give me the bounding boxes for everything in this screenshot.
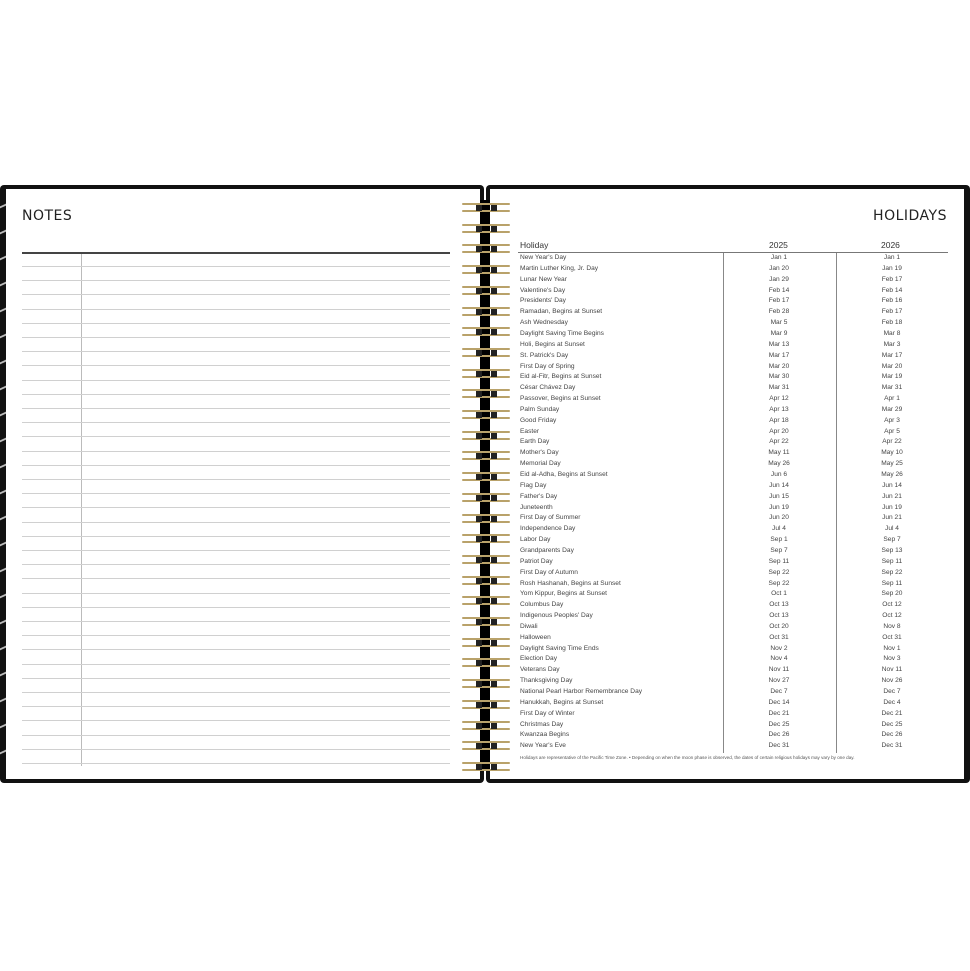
- holiday-date-2025: May 26: [768, 460, 790, 468]
- holiday-date-2026: Mar 3: [883, 340, 901, 348]
- holiday-date-2026: Nov 3: [883, 655, 901, 663]
- holiday-row: [518, 698, 948, 709]
- holiday-date-2025: Sep 22: [768, 579, 790, 587]
- holiday-date-2025: Jun 20: [769, 514, 789, 522]
- holiday-date-2026: Dec 31: [881, 742, 903, 750]
- holiday-name: Grandparents Day: [520, 546, 574, 554]
- holiday-date-2025: Dec 14: [768, 698, 790, 706]
- holiday-name: Daylight Saving Time Ends: [520, 644, 599, 652]
- holiday-date-2026: Sep 11: [881, 579, 903, 587]
- holiday-date-2026: Sep 20: [881, 590, 903, 598]
- spiral-ring: [462, 679, 510, 688]
- notes-rule-line: [22, 522, 450, 523]
- holiday-date-2025: Oct 13: [769, 601, 789, 609]
- holiday-row: [518, 600, 948, 611]
- holiday-date-2025: Mar 31: [768, 384, 790, 392]
- holiday-row: [518, 286, 948, 297]
- holiday-date-2025: Jul 4: [772, 525, 786, 533]
- holiday-name: Kwanzaa Begins: [520, 731, 570, 739]
- holiday-name: Hanukkah, Begins at Sunset: [520, 698, 604, 706]
- holiday-row: [518, 459, 948, 470]
- holiday-name: Halloween: [520, 633, 551, 641]
- holiday-date-2026: Nov 11: [881, 666, 903, 674]
- notes-title: NOTES: [22, 208, 73, 224]
- notes-rule-line: [22, 578, 450, 579]
- holiday-date-2026: Mar 20: [881, 362, 903, 370]
- holiday-row: [518, 568, 948, 579]
- holiday-name: Election Day: [520, 655, 558, 663]
- holiday-date-2025: Apr 20: [769, 427, 789, 435]
- holiday-row: [518, 622, 948, 633]
- notes-rule-line: [22, 337, 450, 338]
- holiday-row: [518, 687, 948, 698]
- holiday-date-2026: Sep 22: [881, 568, 903, 576]
- holiday-row: [518, 492, 948, 503]
- notes-rule-line: [22, 763, 450, 764]
- notes-rule-line: [22, 422, 450, 423]
- holiday-name: Daylight Saving Time Begins: [520, 329, 604, 337]
- spiral-ring: [462, 472, 510, 481]
- holiday-row: [518, 676, 948, 687]
- holiday-date-2026: Oct 12: [882, 601, 902, 609]
- holiday-date-2026: Dec 26: [881, 731, 903, 739]
- holiday-name: National Pearl Harbor Remembrance Day: [520, 688, 643, 695]
- spiral-ring: [462, 451, 510, 460]
- spiral-ring: [462, 596, 510, 605]
- holiday-date-2026: Nov 1: [883, 644, 901, 652]
- holiday-row: [518, 427, 948, 438]
- holiday-row: [518, 633, 948, 644]
- holiday-date-2026: Jun 21: [882, 492, 902, 500]
- holiday-row: [518, 589, 948, 600]
- holiday-date-2025: Nov 2: [770, 644, 788, 652]
- holiday-name: Eid al-Fitr, Begins at Sunset: [520, 373, 602, 381]
- notes-rule-line: [22, 323, 450, 324]
- column-header-2026: 2026: [881, 240, 900, 250]
- holiday-name: First Day of Winter: [520, 709, 575, 717]
- holiday-name: Labor Day: [520, 536, 551, 544]
- spiral-ring: [462, 700, 510, 709]
- holiday-date-2026: Sep 11: [881, 557, 903, 565]
- notes-header-rule: [22, 252, 450, 254]
- holiday-date-2026: Jan 1: [883, 254, 901, 261]
- notes-rule-line: [22, 294, 450, 295]
- holiday-date-2026: Oct 31: [882, 633, 902, 641]
- holidays-footnote: Holidays are representative of the Pacific Time Zone. • Depending on when the moon phase is observed, the dates of certain religious holidays may vary by one day.: [520, 755, 855, 760]
- spiral-ring: [462, 762, 510, 771]
- holiday-name: New Year's Day: [520, 254, 567, 261]
- notes-rule-line: [22, 607, 450, 608]
- spiral-ring: [462, 576, 510, 585]
- spiral-ring: [462, 721, 510, 730]
- holiday-date-2026: Apr 5: [884, 427, 900, 435]
- holiday-row: [518, 372, 948, 383]
- holiday-date-2026: Feb 18: [881, 319, 903, 327]
- holiday-row: [518, 307, 948, 318]
- holiday-name: Ramadan, Begins at Sunset: [520, 308, 603, 316]
- holiday-date-2025: Jun 19: [769, 503, 789, 511]
- holiday-date-2026: Feb 14: [881, 286, 903, 294]
- holiday-date-2026: Oct 12: [882, 612, 902, 620]
- holiday-date-2026: Mar 17: [881, 351, 903, 359]
- holiday-date-2025: Dec 31: [768, 742, 790, 750]
- spiral-ring: [462, 203, 510, 212]
- holiday-date-2025: Sep 11: [768, 557, 790, 565]
- holiday-date-2026: Jun 21: [882, 514, 902, 522]
- holidays-title: HOLIDAYS: [873, 208, 947, 224]
- holiday-name: Thanksgiving Day: [520, 677, 573, 685]
- spiral-ring: [462, 493, 510, 502]
- holiday-date-2025: Mar 5: [770, 319, 788, 327]
- spiral-ring: [462, 224, 510, 233]
- holiday-name: Earth Day: [520, 438, 550, 446]
- holiday-date-2025: Feb 14: [768, 286, 790, 294]
- holiday-date-2026: Sep 13: [881, 546, 903, 554]
- holiday-date-2026: Dec 7: [883, 688, 901, 695]
- holiday-date-2026: Jun 19: [882, 503, 902, 511]
- holiday-date-2026: Apr 3: [884, 416, 900, 424]
- holiday-row: [518, 296, 948, 307]
- holiday-row: [518, 470, 948, 481]
- holiday-date-2026: Feb 17: [881, 308, 903, 316]
- notes-rule-line: [22, 564, 450, 565]
- holiday-row: [518, 275, 948, 286]
- holiday-date-2025: Mar 9: [770, 329, 788, 337]
- notes-rule-line: [22, 507, 450, 508]
- holiday-date-2026: Mar 19: [881, 373, 903, 381]
- holiday-date-2026: Feb 17: [881, 275, 903, 283]
- holiday-date-2025: Dec 25: [768, 720, 790, 728]
- holiday-name: Martin Luther King, Jr. Day: [520, 264, 599, 272]
- holiday-row: [518, 611, 948, 622]
- holiday-name: Patriot Day: [520, 557, 553, 565]
- spiral-ring: [462, 658, 510, 667]
- holiday-row: [518, 709, 948, 720]
- holiday-date-2025: Mar 30: [768, 373, 790, 381]
- holiday-row: [518, 665, 948, 676]
- holiday-name: Rosh Hashanah, Begins at Sunset: [520, 579, 621, 587]
- spiral-ring: [462, 348, 510, 357]
- holiday-name: Flag Day: [520, 481, 547, 489]
- holiday-row: [518, 557, 948, 568]
- holiday-date-2025: Oct 31: [769, 633, 789, 641]
- notes-rule-line: [22, 266, 450, 267]
- holiday-row: [518, 329, 948, 340]
- holiday-date-2025: Jun 14: [769, 481, 789, 489]
- holiday-row: [518, 644, 948, 655]
- holiday-date-2026: Feb 16: [881, 297, 903, 305]
- holiday-date-2026: Sep 7: [883, 536, 901, 544]
- holiday-row: [518, 524, 948, 535]
- holiday-date-2026: Mar 8: [883, 329, 901, 337]
- holiday-row: [518, 535, 948, 546]
- holiday-name: Columbus Day: [520, 601, 564, 609]
- holiday-date-2026: Nov 8: [883, 622, 901, 630]
- notes-rule-line: [22, 479, 450, 480]
- holiday-date-2025: Oct 13: [769, 612, 789, 620]
- spiral-ring: [462, 307, 510, 316]
- holiday-row: [518, 318, 948, 329]
- column-header-2025: 2025: [769, 240, 788, 250]
- holiday-date-2026: Jun 14: [882, 481, 902, 489]
- holiday-row: [518, 340, 948, 351]
- holiday-name: Easter: [520, 427, 540, 435]
- holiday-date-2025: Apr 22: [769, 438, 789, 446]
- holiday-row: [518, 416, 948, 427]
- spiral-ring: [462, 741, 510, 750]
- holiday-name: Lunar New Year: [520, 275, 567, 283]
- holiday-name: Mother's Day: [520, 449, 559, 457]
- holiday-name: César Chávez Day: [520, 384, 576, 392]
- holiday-row: [518, 513, 948, 524]
- holiday-name: Indigenous Peoples' Day: [520, 612, 593, 620]
- holiday-date-2025: Apr 18: [769, 416, 789, 424]
- holiday-name: Presidents' Day: [520, 297, 566, 305]
- holiday-name: New Year's Eve: [520, 742, 566, 750]
- notes-rule-line: [22, 351, 450, 352]
- holiday-name: Independence Day: [520, 525, 576, 533]
- holiday-name: Memorial Day: [520, 460, 561, 468]
- notes-rule-line: [22, 408, 450, 409]
- holiday-date-2025: May 11: [768, 449, 790, 457]
- holiday-date-2025: Jan 1: [770, 254, 788, 261]
- holiday-date-2026: Dec 21: [881, 709, 903, 717]
- holiday-date-2025: Feb 17: [768, 297, 790, 305]
- holiday-name: Holi, Begins at Sunset: [520, 340, 585, 348]
- holiday-date-2026: Dec 4: [883, 698, 901, 706]
- holiday-row: [518, 720, 948, 731]
- holiday-date-2026: Apr 22: [882, 438, 902, 446]
- holiday-date-2026: Jul 4: [885, 525, 899, 533]
- holiday-row: [518, 351, 948, 362]
- notes-lines: [22, 252, 450, 766]
- holiday-row: [518, 253, 948, 264]
- holiday-row: [518, 264, 948, 275]
- notes-rule-line: [22, 451, 450, 452]
- notes-rule-line: [22, 465, 450, 466]
- holiday-date-2025: Nov 4: [770, 655, 788, 663]
- holiday-date-2025: Dec 7: [770, 688, 788, 695]
- holiday-row: [518, 730, 948, 741]
- holiday-row: [518, 394, 948, 405]
- holiday-date-2026: Apr 1: [884, 395, 900, 403]
- column-header-holiday: Holiday: [520, 240, 549, 250]
- notes-rule-line: [22, 593, 450, 594]
- spiral-ring: [462, 534, 510, 543]
- holidays-table-header: [518, 238, 948, 252]
- notes-rule-line: [22, 635, 450, 636]
- holiday-date-2025: Jun 15: [769, 492, 789, 500]
- holiday-name: Veterans Day: [520, 666, 560, 674]
- holiday-date-2025: Jan 29: [769, 275, 789, 283]
- holiday-row: [518, 437, 948, 448]
- holiday-name: First Day of Autumn: [520, 568, 578, 576]
- holiday-date-2026: Dec 25: [881, 720, 903, 728]
- holiday-row: [518, 481, 948, 492]
- spiral-ring: [462, 431, 510, 440]
- holiday-name: St. Patrick's Day: [520, 351, 569, 359]
- holiday-name: Father's Day: [520, 492, 558, 500]
- spiral-ring: [462, 286, 510, 295]
- holiday-name: First Day of Summer: [520, 514, 581, 522]
- notes-rule-line: [22, 493, 450, 494]
- holiday-date-2025: Sep 7: [770, 546, 788, 554]
- holiday-date-2025: Dec 21: [768, 709, 790, 717]
- holiday-date-2026: May 10: [881, 449, 903, 457]
- holiday-row: [518, 654, 948, 665]
- holiday-name: Christmas Day: [520, 720, 564, 728]
- holiday-date-2025: Mar 20: [768, 362, 790, 370]
- holiday-date-2025: Mar 17: [768, 351, 790, 359]
- notes-rule-line: [22, 621, 450, 622]
- notes-rule-line: [22, 436, 450, 437]
- notes-margin-line: [81, 254, 82, 766]
- holiday-date-2026: Nov 26: [881, 677, 903, 685]
- spiral-ring: [462, 638, 510, 647]
- holiday-row: [518, 362, 948, 373]
- spiral-ring: [462, 617, 510, 626]
- spiral-ring: [462, 514, 510, 523]
- holiday-date-2025: Oct 1: [771, 590, 787, 598]
- holiday-row: [518, 579, 948, 590]
- holiday-date-2026: Jan 19: [882, 264, 902, 272]
- spiral-ring: [462, 410, 510, 419]
- holiday-row: [518, 741, 948, 752]
- holiday-date-2026: May 26: [881, 471, 903, 478]
- holiday-name: First Day of Spring: [520, 362, 575, 370]
- holiday-row: [518, 383, 948, 394]
- holiday-name: Ash Wednesday: [520, 319, 568, 327]
- notes-rule-line: [22, 365, 450, 366]
- notes-rule-line: [22, 720, 450, 721]
- spiral-ring: [462, 389, 510, 398]
- spiral-ring: [462, 369, 510, 378]
- holiday-name: Diwali: [520, 622, 538, 630]
- spiral-ring: [462, 327, 510, 336]
- holiday-row: [518, 503, 948, 514]
- notes-rule-line: [22, 749, 450, 750]
- holiday-date-2026: Mar 29: [881, 405, 903, 413]
- notes-rule-line: [22, 394, 450, 395]
- holiday-date-2025: Jan 20: [769, 264, 789, 272]
- notes-rule-line: [22, 309, 450, 310]
- notes-rule-line: [22, 649, 450, 650]
- holiday-date-2026: May 25: [881, 460, 903, 468]
- spiral-ring: [462, 244, 510, 253]
- notes-rule-line: [22, 280, 450, 281]
- holiday-row: [518, 405, 948, 416]
- holiday-date-2025: Mar 13: [768, 340, 790, 348]
- notes-rule-line: [22, 706, 450, 707]
- notes-rule-line: [22, 692, 450, 693]
- holiday-date-2026: Mar 31: [881, 384, 903, 392]
- holiday-date-2025: Jun 6: [770, 471, 788, 478]
- holiday-name: Passover, Begins at Sunset: [520, 395, 601, 403]
- notes-rule-line: [22, 735, 450, 736]
- holiday-name: Valentine's Day: [520, 286, 566, 294]
- holiday-date-2025: Sep 1: [770, 536, 788, 544]
- holiday-name: Juneteenth: [520, 503, 553, 511]
- holiday-date-2025: Feb 28: [768, 308, 790, 316]
- notes-rule-line: [22, 550, 450, 551]
- holiday-name: Palm Sunday: [520, 405, 560, 413]
- holiday-date-2025: Nov 11: [768, 666, 790, 674]
- notes-rule-line: [22, 664, 450, 665]
- holiday-date-2025: Dec 26: [768, 731, 790, 739]
- holiday-name: Good Friday: [520, 416, 557, 424]
- holiday-date-2025: Nov 27: [768, 677, 790, 685]
- holiday-row: [518, 448, 948, 459]
- spiral-ring: [462, 265, 510, 274]
- spiral-ring: [462, 555, 510, 564]
- notes-rule-line: [22, 678, 450, 679]
- holiday-date-2025: Sep 22: [768, 568, 790, 576]
- holiday-name: Eid al-Adha, Begins at Sunset: [520, 471, 608, 478]
- holiday-name: Yom Kippur, Begins at Sunset: [520, 590, 607, 598]
- holiday-date-2025: Apr 12: [769, 395, 789, 403]
- holiday-date-2025: Apr 13: [769, 405, 789, 413]
- notes-rule-line: [22, 380, 450, 381]
- holiday-date-2025: Oct 20: [769, 622, 789, 630]
- holiday-row: [518, 546, 948, 557]
- notes-rule-line: [22, 536, 450, 537]
